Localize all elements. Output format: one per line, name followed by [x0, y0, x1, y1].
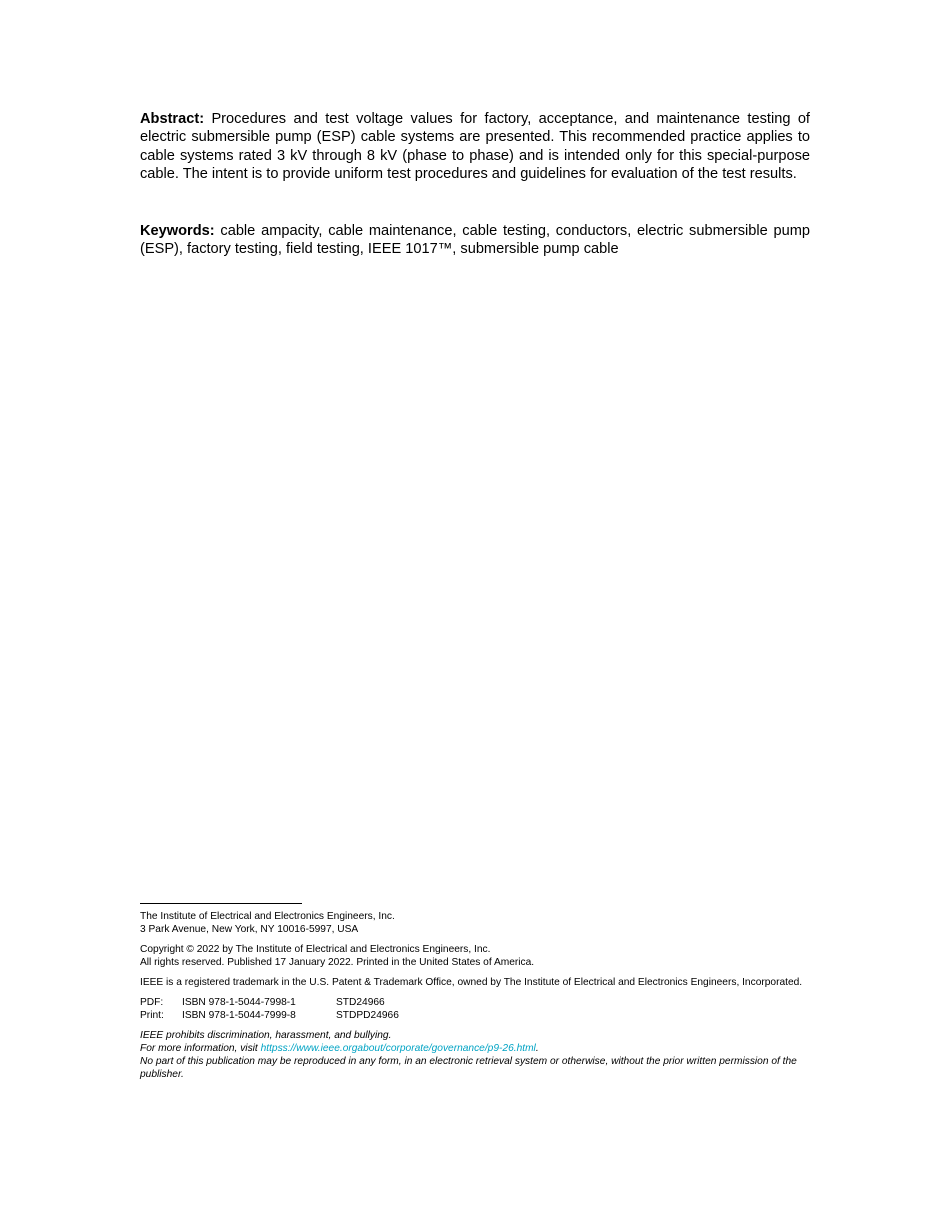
- discrimination-notice: IEEE prohibits discrimination, harassment, and bullying.: [140, 1030, 392, 1041]
- isbn-block: [140, 996, 812, 1022]
- isbn-row-print: [140, 1009, 812, 1022]
- isbn-kind: PDF:: [140, 997, 164, 1008]
- trademark-block: [140, 976, 812, 989]
- isbn-row-pdf: [140, 996, 812, 1009]
- isbn-code: STD24966: [336, 997, 385, 1008]
- abstract-label: Abstract:: [140, 111, 205, 127]
- publisher-name: The Institute of Electrical and Electronics Engineers, Inc.: [140, 911, 395, 922]
- publisher-address: 3 Park Avenue, New York, NY 10016-5997, USA: [140, 924, 359, 935]
- more-info-suffix: .: [535, 1043, 539, 1054]
- copyright-block: [140, 943, 812, 969]
- isbn-number: ISBN 978-1-5044-7998-1: [182, 997, 296, 1008]
- abstract-paragraph: [140, 110, 810, 183]
- notice-block: [140, 1029, 812, 1081]
- reproduction-notice: No part of this publication may be reproduced in any form, in an electronic retrieval system or otherwise, without the prior written permission of the publisher.: [140, 1056, 797, 1080]
- isbn-kind: Print:: [140, 1010, 164, 1021]
- keywords-text: cable ampacity, cable maintenance, cable testing, conductors, electric submersible pump (ESP), factory testing, field testing, IEEE 1017™, submersible pump cable: [140, 223, 811, 258]
- isbn-number: ISBN 978-1-5044-7999-8: [182, 1010, 296, 1021]
- keywords-paragraph: [140, 222, 810, 259]
- more-info-line: [140, 1042, 812, 1055]
- more-info-prefix: For more information, visit: [140, 1043, 261, 1054]
- isbn-code: STDPD24966: [336, 1010, 399, 1021]
- keywords-label: Keywords:: [140, 223, 215, 239]
- publisher-block: [140, 910, 812, 936]
- publication-footer: [140, 903, 812, 1088]
- trademark-text: IEEE is a registered trademark in the U.S. Patent & Trademark Office, owned by The Institute of Electrical and Electronics Engineers, Incorporated.: [140, 977, 803, 988]
- policy-link[interactable]: httpss://www.ieee.orgabout/corporate/governance/p9-26.html: [260, 1043, 536, 1054]
- copyright-line: Copyright © 2022 by The Institute of Electrical and Electronics Engineers, Inc.: [140, 944, 491, 955]
- rights-line: All rights reserved. Published 17 January 2022. Printed in the United States of America.: [140, 957, 535, 968]
- footer-divider: [140, 903, 302, 904]
- abstract-text: Procedures and test voltage values for factory, acceptance, and maintenance testing of electric submersible pump (ESP) cable systems are presented. This recommended practice applies to cable systems rated 3 kV through 8 kV (phase to phase) and is intended only for this special-purpose cable. The intent is to provide uniform test procedures and guidelines for evaluation of the test results.: [140, 111, 810, 182]
